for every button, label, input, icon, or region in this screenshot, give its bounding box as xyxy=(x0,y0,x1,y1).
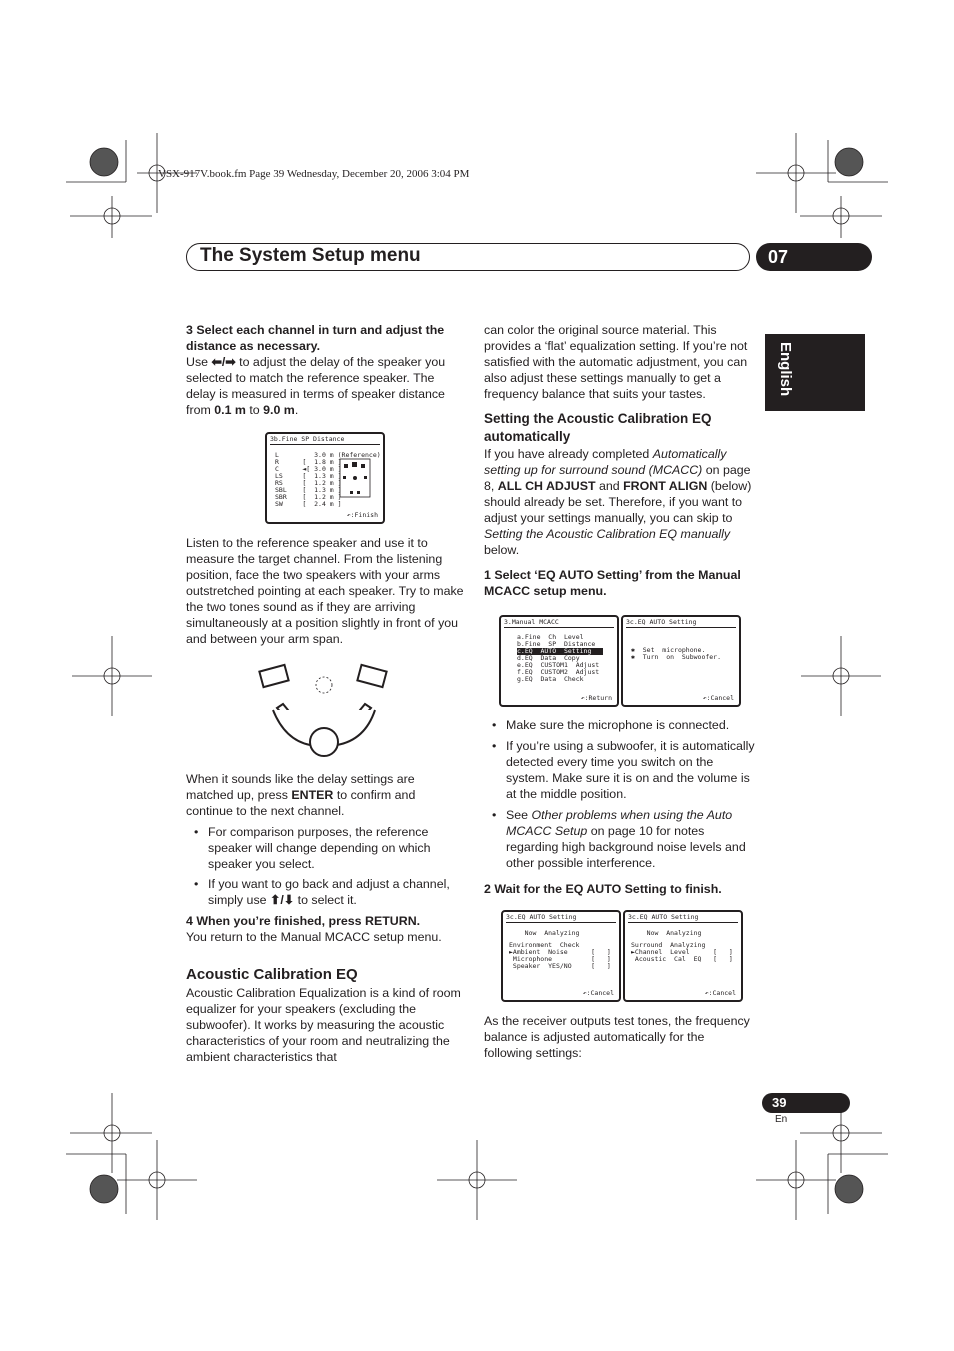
left-column-lower xyxy=(186,771,464,1065)
left-right-arrows-icon: ⬅/➡ xyxy=(211,355,236,369)
acoustic-calibration-heading: Acoustic Calibration EQ xyxy=(186,966,358,983)
screen-title: 3.Manual MCACC xyxy=(504,618,559,626)
left-column xyxy=(186,322,464,418)
bullet-go-back: • If you want to go back and adjust a channel, simply use ⬆/⬇ to select it. xyxy=(186,876,464,908)
screen-footer: ↶:Return xyxy=(580,694,612,702)
screen-line: Acoustic Cal EQ [ ] xyxy=(631,955,733,963)
eq-auto-setting-screen-3 xyxy=(623,910,743,1002)
screen-title: 3b.Fine SP Distance xyxy=(270,435,345,443)
listen-paragraph: Listen to the reference speaker and use it to measure the target channel. From the listening position, face the two speakers with your arms outstretched pointing at each speaker. Try to make the two tones sound as if they are arriving simultaneously at a position slightly in front of you and between your arm span. xyxy=(186,536,464,646)
chapter-number: 07 xyxy=(756,243,872,271)
bullet-microphone: • Make sure the microphone is connected. xyxy=(484,717,756,733)
screen-line: ✱ Turn on Subwoofer. xyxy=(631,653,722,661)
menu-item: a.Fine Ch Level xyxy=(517,633,584,641)
screen-line: SBR [ 1.2 m ] xyxy=(275,493,342,501)
screen-footer: ↶:Cancel xyxy=(702,694,734,702)
screen-line: SBL [ 1.3 m ] xyxy=(275,486,342,494)
menu-item: f.EQ CUSTOM2 Adjust xyxy=(517,668,600,676)
screen-line: Now Analyzing xyxy=(631,929,702,937)
menu-item: g.EQ Data Check xyxy=(517,675,584,683)
step1-heading: 1 Select ‘EQ AUTO Setting’ from the Manual MCACC setup menu. xyxy=(484,568,741,598)
bullet-subwoofer: • If you’re using a subwoofer, it is automatically detected every time you switch on the system. Make sure it is on and the volume is at the middle position. xyxy=(484,738,756,802)
step4-text: You return to the Manual MCACC setup menu. xyxy=(186,930,442,944)
right-column-mid xyxy=(484,717,756,897)
screen-footer: ↶:Finish xyxy=(346,511,378,519)
screen-line: R [ 1.8 m ] xyxy=(275,458,342,466)
eq-auto-setting-screen-1 xyxy=(621,615,741,707)
screen-line: LS [ 1.3 m ] xyxy=(275,472,342,480)
right-column-lower xyxy=(484,1013,756,1061)
page-language-code: En xyxy=(775,1114,788,1125)
menu-item: e.EQ CUSTOM1 Adjust xyxy=(517,661,600,669)
menu-item: b.Fine SP Distance xyxy=(517,640,596,648)
right-column xyxy=(484,322,756,599)
manual-mcacc-screen xyxy=(499,615,619,707)
screen-title: 3c.EQ AUTO Setting xyxy=(628,913,699,921)
file-info-line: VSX-917V.book.fm Page 39 Wednesday, December 20, 2006 3:04 PM xyxy=(158,168,470,180)
step3-text: Use ⬅/➡ to adjust the delay of the speaker you selected to match the reference speaker. The delay is measured in terms of speaker distance from 0.1 m to 9.0 m. xyxy=(186,355,446,417)
screen-line: ►Channel Level [ ] xyxy=(631,948,733,956)
menu-item: d.EQ Data Copy xyxy=(517,654,580,662)
screen-line: ►Ambient Noise [ ] xyxy=(509,948,611,956)
screen-line: SW [ 2.4 m ] xyxy=(275,500,342,508)
final-paragraph: As the receiver outputs test tones, the frequency balance is adjusted automatically for the following settings: xyxy=(484,1014,750,1060)
page-number: 39 xyxy=(762,1093,850,1113)
screen-footer: ↶:Cancel xyxy=(704,989,736,997)
auto-eq-heading: Setting the Acoustic Calibration EQ automatically xyxy=(484,411,712,444)
right-bullets xyxy=(484,717,756,871)
screen-line: Surround Analyzing xyxy=(631,941,706,949)
bullet-see-other: • See Other problems when using the Auto MCACC Setup on page 10 for notes regarding high background noise levels and other possible interference. xyxy=(484,807,756,871)
left-column-mid xyxy=(186,535,464,647)
step4-heading: 4 When you’re finished, press RETURN. xyxy=(186,914,421,928)
listening-position-illustration xyxy=(255,660,395,760)
fine-sp-distance-screen xyxy=(265,432,385,524)
screen-title: 3c.EQ AUTO Setting xyxy=(506,913,577,921)
screen-line: L 3.0 m (Reference) xyxy=(275,451,381,459)
menu-item-selected: c.EQ AUTO Setting xyxy=(517,648,603,655)
language-label: English xyxy=(777,342,794,397)
step3-heading: 3 Select each channel in turn and adjust the distance as necessary. xyxy=(186,323,445,353)
screen-line: C ◄[ 3.0 m ] xyxy=(275,465,342,473)
acoustic-calibration-text: Acoustic Calibration Equalization is a kind of room equalizer for your speakers (excluding the subwoofer). It works by measuring the acoustic characteristics of your room and neutralizing the ambient characteristics that xyxy=(186,986,461,1064)
screen-line: Speaker YES/NO [ ] xyxy=(509,962,611,970)
up-down-arrows-icon: ⬆/⬇ xyxy=(269,893,295,907)
speaker-layout-icon xyxy=(339,458,373,500)
screen-line: Environment Check xyxy=(509,941,580,949)
screen-title: 3c.EQ AUTO Setting xyxy=(626,618,697,626)
eq-auto-setting-screen-2 xyxy=(501,910,621,1002)
screen-line: ✱ Set microphone. xyxy=(631,646,706,654)
left-bullets xyxy=(186,824,464,908)
continued-text: can color the original source material. This provides a ‘flat’ equalization setting. If you’re not satisfied with the automatic adjustment, you can also adjust these settings manually to get a frequency balance that suits your tastes. xyxy=(484,323,748,401)
page-title: The System Setup menu xyxy=(200,245,421,266)
screen-line: RS [ 1.2 m ] xyxy=(275,479,342,487)
matched-paragraph: When it sounds like the delay settings are matched up, press ENTER to confirm and continue to the next channel. xyxy=(186,772,416,818)
screen-line: Microphone [ ] xyxy=(509,955,611,963)
screen-footer: ↶:Cancel xyxy=(582,989,614,997)
step2-heading: 2 Wait for the EQ AUTO Setting to finish. xyxy=(484,882,722,896)
screen-line: Now Analyzing xyxy=(509,929,580,937)
bullet-comparison: • For comparison purposes, the reference speaker will change depending on which speaker you select. xyxy=(186,824,464,872)
auto-eq-text: If you have already completed Automatically setting up for surround sound (MCACC) on page 8, ALL CH ADJUST and FRONT ALIGN (below) should already be set. Therefore, if you want to adjust your settings manually, you can skip to Setting the Acoustic Calibration EQ manually below. xyxy=(484,447,752,557)
